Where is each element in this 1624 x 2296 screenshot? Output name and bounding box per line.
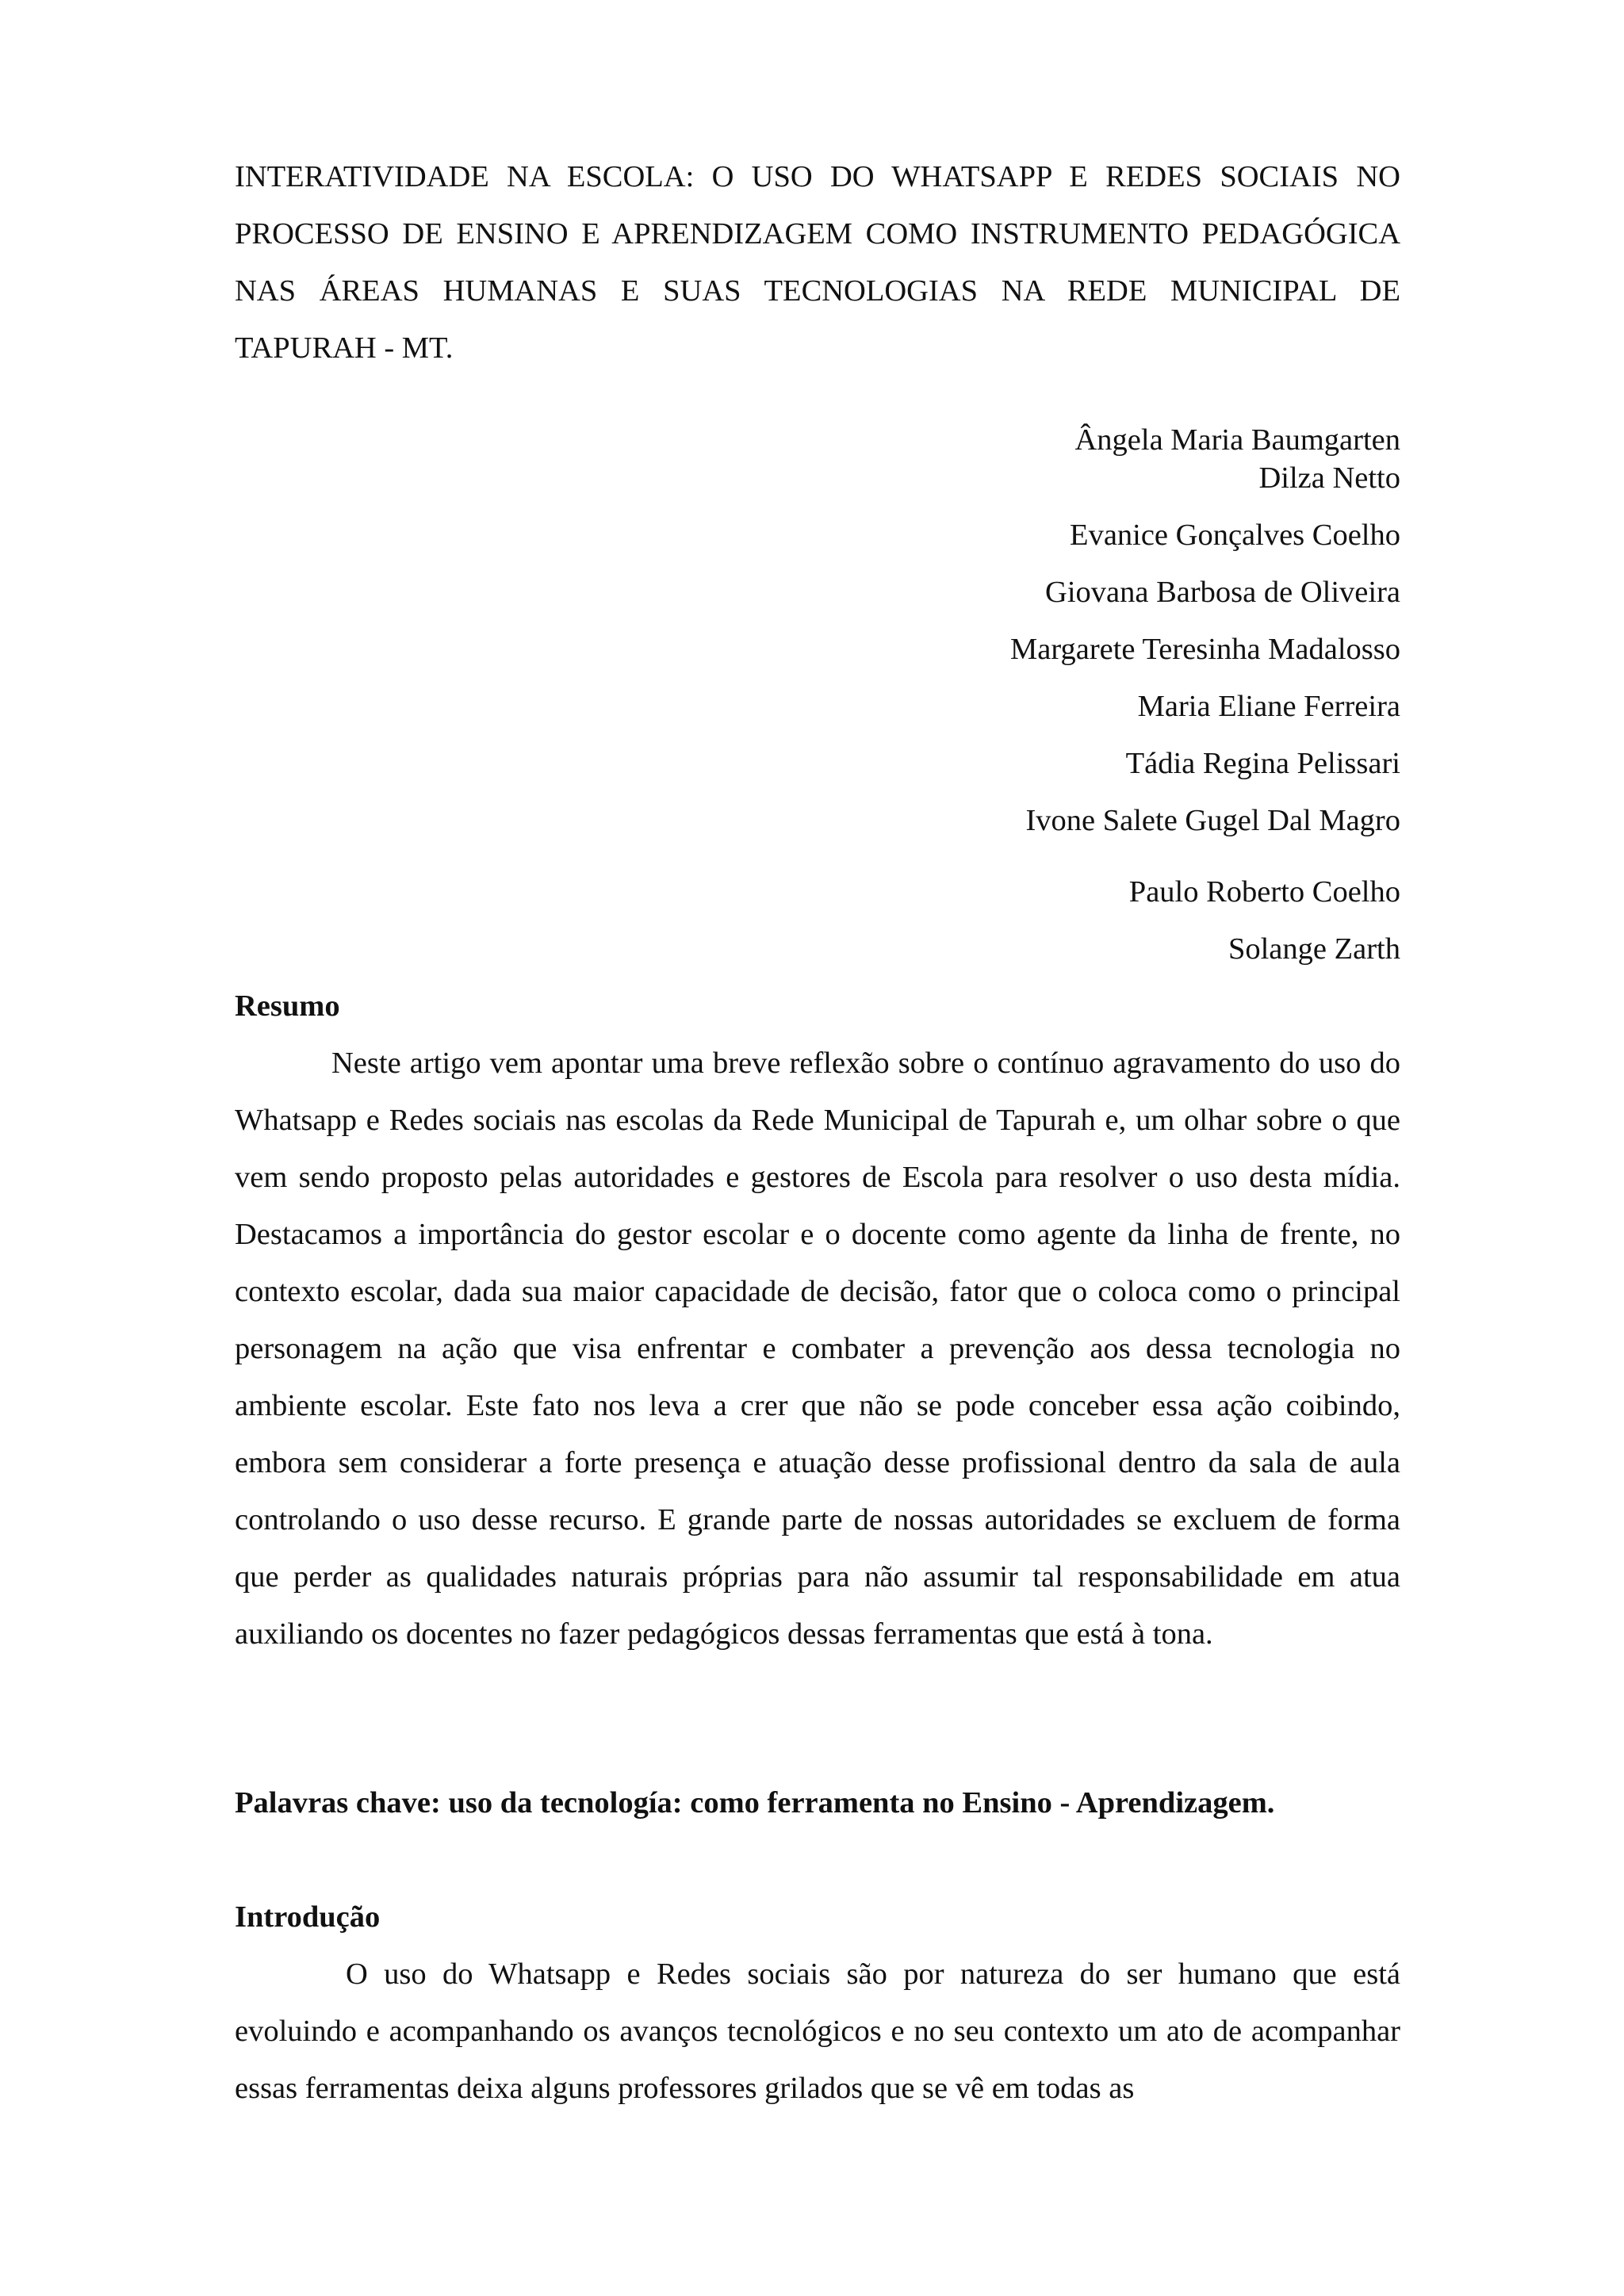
author-name: Paulo Roberto Coelho [1128,875,1400,909]
author-name: Solange Zarth [1228,932,1400,966]
abstract-heading: Resumo [235,989,340,1023]
author-name: Ângela Maria Baumgarten [1074,423,1400,457]
abstract-paragraph: Neste artigo vem apontar uma breve reflexão sobre o contínuo agravamento do uso do Whatsapp e Redes sociais nas escolas da Rede Municipal de Tapurah e, um olhar sobre o que vem sendo proposto pelas autoridades e gestores de Escola para resolver o uso desta mídia. Destacamos a importância do gestor escolar e o docente como agente da linha de frente, no contexto escolar, dada sua maior capacidade de decisão, fator que o coloca como o principal personagem na ação que visa enfrentar e combater a prevenção aos dessa tecnologia no ambiente escolar. Este fato nos leva a crer que não se pode conceber essa ação coibindo, embora sem considerar a forte presença e atuação desse profissional dentro da sala de aula controlando o uso desse recurso. E grande parte de nossas autoridades se excluem de forma que perder as qualidades naturais próprias para não assumir tal responsabilidade em atua auxiliando os docentes no fazer pedagógicos dessas ferramentas que está à tona. [235,1047,1400,1651]
document-title: INTERATIVIDADE NA ESCOLA: O USO DO WHATSAPP E REDES SOCIAIS NO PROCESSO DE ENSINO E APRENDIZAGEM COMO INSTRUMENTO PEDAGÓGICA NAS ÁREAS HUMANAS E SUAS TECNOLOGIAS NA REDE MUNICIPAL DE TAPURAH - MT. [235,160,1400,365]
author-name: Ivone Salete Gugel Dal Magro [1025,804,1400,837]
author-name: Giovana Barbosa de Oliveira [1045,576,1400,609]
author-name: Margarete Teresinha Madalosso [1010,633,1400,666]
keywords-line: Palavras chave: uso da tecnología: como ferramenta no Ensino - Aprendizagem. [235,1786,1275,1820]
author-name: Tádia Regina Pelissari [1125,747,1400,780]
author-name: Evanice Gonçalves Coelho [1070,519,1400,552]
introduction-paragraph: O uso do Whatsapp e Redes sociais são por natureza do ser humano que está evoluindo e acompanhando os avanços tecnológicos e no seu contexto um ato de acompanhar essas ferramentas deixa alguns professores grilados que se vê em todas as [235,1957,1400,2105]
document-page [235,0,1400,2296]
author-name: Dilza Netto [1258,461,1400,495]
introduction-heading: Introdução [235,1900,381,1934]
author-name: Maria Eliane Ferreira [1137,690,1400,723]
